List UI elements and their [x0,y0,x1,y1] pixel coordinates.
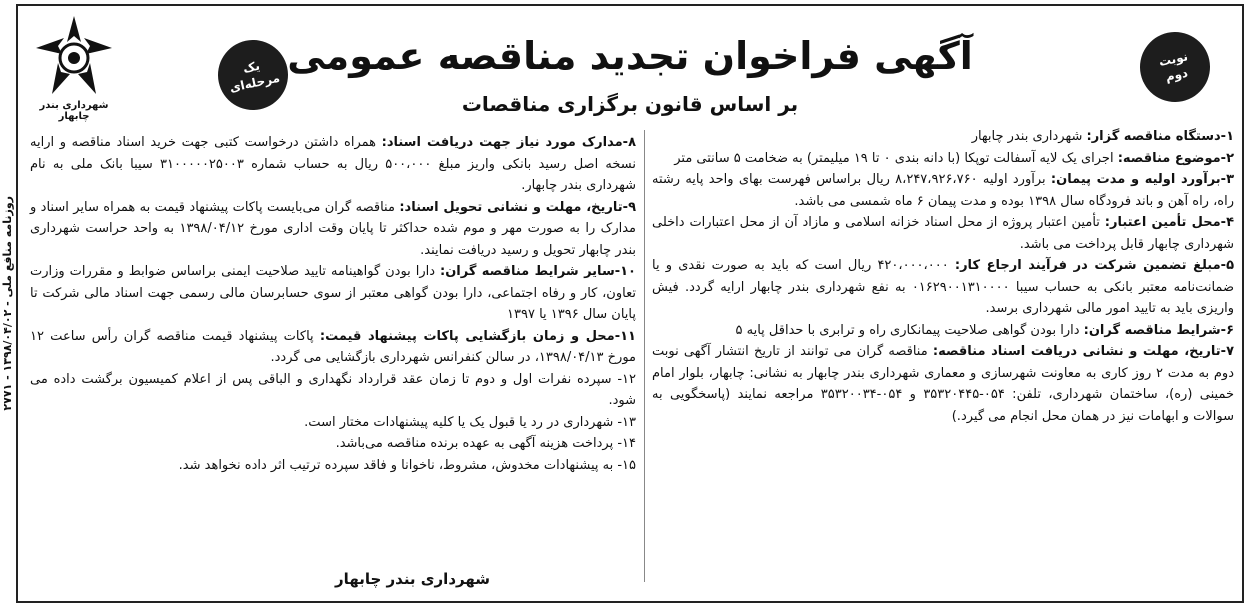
clause-text: برآورد اولیه ۸،۲۴۷،۹۲۶،۷۶۰ ریال براساس فهرست بهای واحد پایه رشته راه، راه آهن و باند فرودگاه سال ۱۳۹۸ بوده و مدت پیمان ۶ ماه شمسی می باشد. [652,172,1234,209]
clause-7 [652,341,1234,427]
clause-text: تأمین اعتبار پروژه از محل اسناد خزانه اسلامی و مازاد آن از محل اعتبارات داخلی شهرداری چابهار قابل پرداخت می باشد. [652,215,1234,252]
clause-text: اجرای یک لایه آسفالت توپکا (با دانه بندی ۰ تا ۱۹ میلیمتر) به ضخامت ۵ سانتی متر [674,150,1118,166]
clause-3 [652,169,1234,212]
left-column [30,132,636,476]
clause-label: ۱-دستگاه مناقصه گزار: [1086,129,1234,144]
clause-text: ۱۴- پرداخت هزینه آگهی به عهده برنده مناقصه می‌باشد. [335,436,636,451]
clause-text: ۱۲- سپرده نفرات اول و دوم تا زمان عقد قرارداد نگهداری و الباقی پس از اعلام کمیسیون برگشت داده می شود. [30,371,636,408]
column-divider [644,130,645,582]
clause-6 [652,320,1234,342]
municipality-logo [26,14,122,126]
signature: شهرداری بندر چابهار [335,570,490,588]
badge-left-line2: مرحله‌ای [228,70,281,95]
badge-right-line1: نوبت [1157,49,1190,70]
right-column [652,126,1234,427]
clause-9 [30,197,636,262]
clause-text: ۱۳- شهرداری در رد یا قبول یک یا کلیه پیشنهادات مختار است. [304,414,636,430]
clause-1 [652,126,1234,148]
clause-text: دارا بودن گواهینامه تایید صلاحیت ایمنی براساس ضوابط و مقررات وزارت تعاون، کار و رفاه اجتماعی، دارا بودن گواهی معتبر از سوی حسابرسان مالی رسمی جهت اسناد مالی شرکت تا پایان سال ۱۳۹۶ یا ۱۳۹۷ [30,264,636,322]
clause-13 [30,412,636,434]
clause-label: ۱۱-محل و زمان بازگشایی پاکات پیشنهاد قیمت: [319,328,636,344]
clause-label: ۶-شرایط مناقصه گران: [1083,322,1234,338]
clause-15 [30,455,636,477]
clause-text: مناقصه گران می توانند از تاریخ انتشار آگهی نوبت دوم به مدت ۲ روز کاری به معاونت شهرسازی و معماری شهرداری بندر چابهار به نشانی: چابهار، بلوار امام خمینی (ره)، ساختمان شهرداری، تلفن: ۰۵۴-۳۵۳۲۰۴۴۵ و ۰۵۴-۳۵۳۲۰۰۳۴ مراجعه نمایند (پاسخگویی به سوالات و ابهامات نیز در همان محل انجام می گیرد.) [652,344,1234,424]
clause-11 [30,326,636,369]
clause-10 [30,261,636,326]
star-emblem-icon [34,14,114,98]
clause-2 [652,148,1234,170]
clause-5 [652,255,1234,320]
side-strip [0,0,15,607]
clause-text: ۱۵- به پیشنهادات مخدوش، مشروط، ناخوانا و فاقد سپرده ترتیب اثر داده نخواهد شد. [178,457,636,473]
clause-text: همراه داشتن درخواست کتبی جهت خرید اسناد مناقصه و ارایه نسخه اصل رسید بانکی واریز مبلغ ۵۰۰،۰۰۰ ریال به حساب شماره ۳۱۰۰۰۰۰۲۵۰۰۳ سیبا بانک ملی به نام شهرداری بندر چابهار. [30,135,637,193]
clause-label: ۷-تاریخ، مهلت و نشانی دریافت اسناد مناقصه: [932,344,1234,359]
clause-label: ۸-مدارک مورد نیاز جهت دریافت اسناد: [381,135,636,150]
clause-4 [652,212,1234,255]
clause-label: ۱۰-سایر شرایط مناقصه گران: [440,264,636,279]
badge-right-line2: دوم [1164,65,1190,85]
clause-text: ۴۲۰،۰۰۰،۰۰۰ ریال است که باید به صورت نقدی و یا ضمانت‌نامه معتبر بانکی به حساب سیبا ۰۱۶۲۹۰۰۱۳۱۰۰۰۰ به نفع شهرداری بندر چابهار ارایه گردد. فیش واریزی باید به تایید امور مالی شهرداری برسد. [652,258,1234,316]
clause-text: پاکات پیشنهاد قیمت مناقصه گران رأس ساعت ۱۲ مورخ ۱۳۹۸/۰۴/۱۳، در سالن کنفرانس شهرداری بازگشایی می گردد. [30,328,636,365]
clause-label: ۳-برآورد اولیه و مدت پیمان: [1050,172,1234,187]
ad-subtitle: بر اساس قانون برگزاری مناقصات [461,92,799,116]
clause-label: ۹-تاریخ، مهلت و نشانی تحویل اسناد: [399,199,637,215]
badge-left-line1: یک [241,58,262,76]
clause-text: دارا بودن گواهی صلاحیت پیمانکاری راه و ترابری با حداقل پایه ۵ [735,322,1084,338]
clause-label: ۲-موضوع مناقصه: [1117,150,1234,166]
ad-title: آگهی فراخوان تجدید مناقصه عمومی [287,34,973,78]
clause-text: مناقصه گران می‌بایست پاکات پیشنهاد قیمت به همراه سایر اسناد و مدارک را به صورت مهر و موم شده حداکثر تا پایان وقت اداری مورخ ۱۳۹۸/۰۴/۱۲ به واحد حراست شهرداری بندر چابهار تحویل و رسید دریافت نمایند. [30,199,636,258]
clause-label: ۴-محل تأمین اعتبار: [1104,215,1234,230]
clause-14 [30,433,636,455]
clause-label: ۵-مبلغ تضمین شرکت در فرآیند ارجاع کار: [954,258,1234,273]
clause-8 [30,132,636,197]
logo-org-name: شهرداری بندر چابهار [39,100,109,122]
newspaper-date-text: روزنامه منافع ملی - ۱۳۹۸/۰۴/۰۲ - ۲۷۷۱ [1,196,14,411]
clause-12 [30,369,636,412]
clause-text: شهرداری بندر چابهار [971,129,1087,144]
